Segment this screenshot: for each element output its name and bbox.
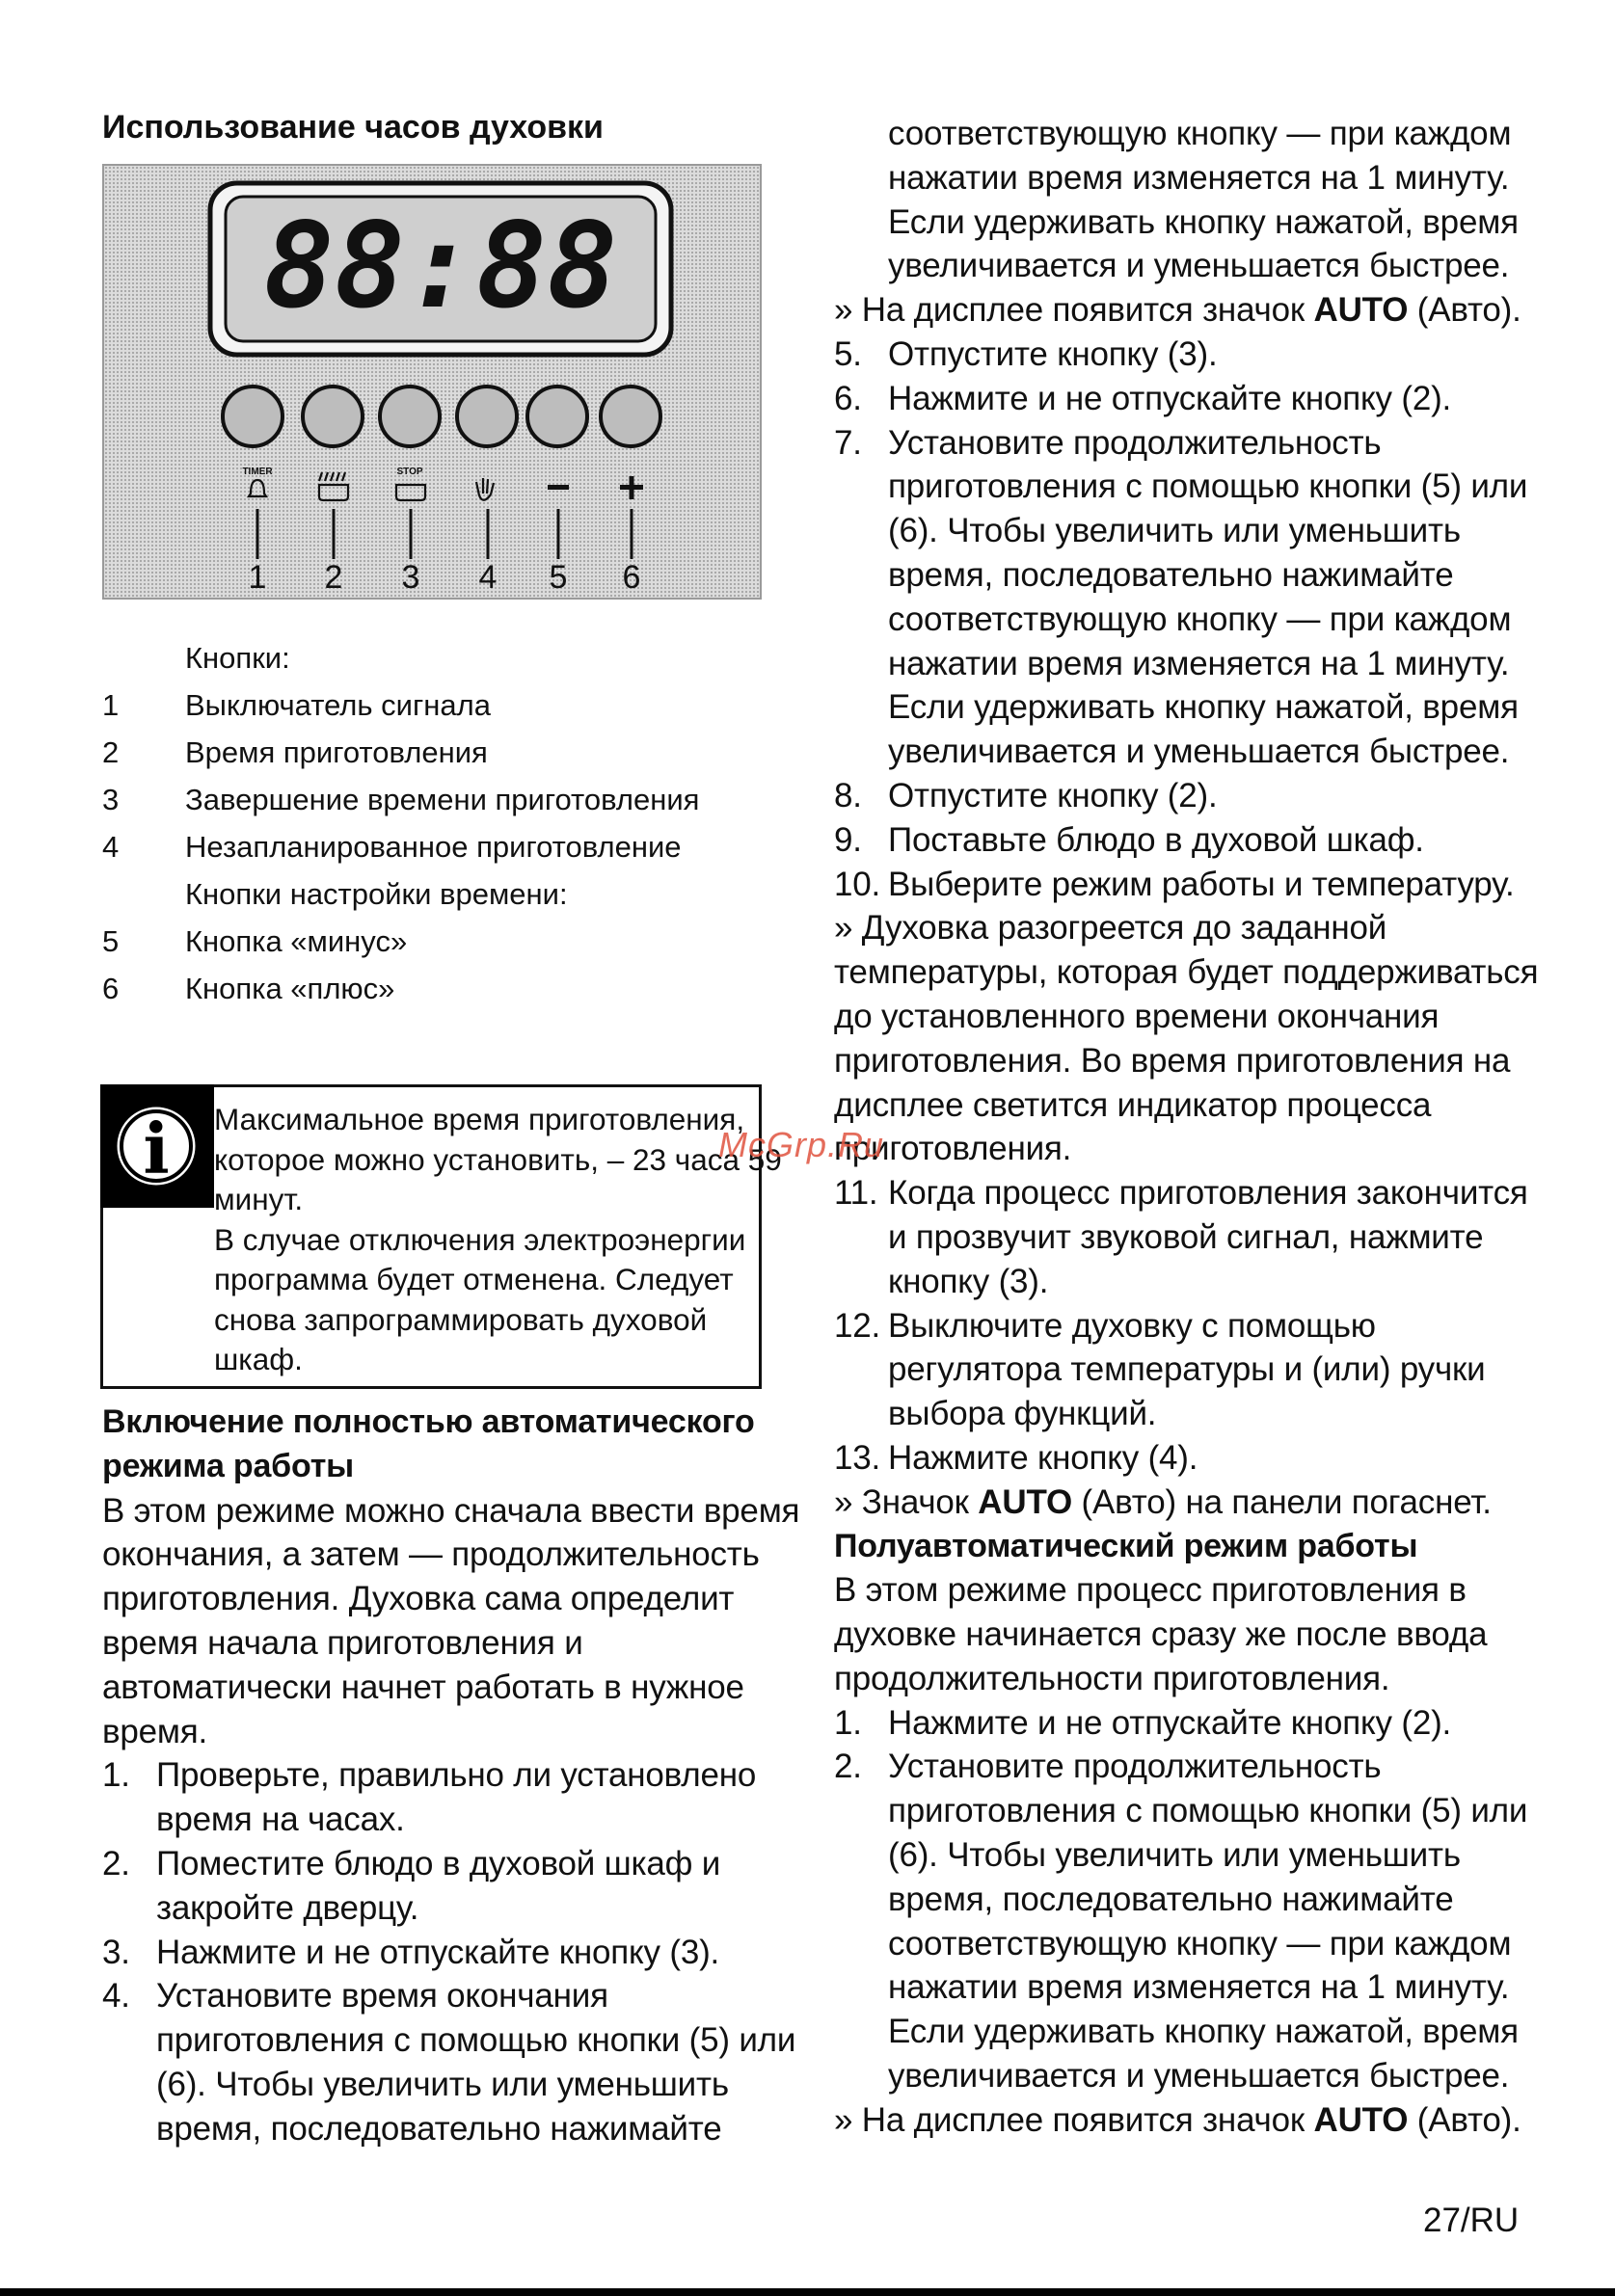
step-item: 9. Поставьте блюдо в духовой шкаф.: [834, 820, 1424, 859]
bottom-rule: [0, 2288, 1615, 2296]
legend-item: 5 Кнопка «минус»: [102, 924, 408, 958]
auto-mode-heading: Включение полностью автоматического: [102, 1403, 755, 1440]
step-item: 6. Нажмите и не отпускайте кнопку (2).: [834, 379, 1452, 417]
step-item: 2. Установите продолжительность приготовления с помощью кнопки (5) или (6). Чтобы увеличить или уменьшить время, последовательно нажимайте соответствующую кнопку — при каждом нажатии время изменяется на 1 минуту. Если удерживать кнопку нажатой, время увеличивается и уменьшается быстрее.: [834, 1748, 1528, 2096]
button-6[interactable]: [601, 387, 660, 446]
step-item: 4. Установите время окончания приготовления с помощью кнопки (5) или (6). Чтобы увеличить или уменьшить время, последовательно нажимайте: [102, 1977, 796, 2148]
stop-label: STOP: [396, 467, 423, 477]
paragraph-line: продолжительности приготовления.: [834, 1659, 1390, 1697]
button-3[interactable]: [380, 387, 440, 446]
info-icon: [100, 1084, 214, 1208]
legend-item: 3 Завершение времени приготовления: [102, 783, 700, 816]
number-label: 6: [622, 559, 641, 596]
auto-mode-heading: режима работы: [102, 1447, 354, 1484]
step-item: 2. Поместите блюдо в духовой шкаф и закройте дверцу.: [102, 1844, 721, 1927]
number-label: 5: [549, 559, 568, 596]
auto-note: » На дисплее появится значок AUTO (Авто).: [834, 291, 1521, 330]
bell-icon: [249, 480, 266, 496]
paragraph-line: время.: [102, 1712, 208, 1750]
step-item: 11. Когда процесс приготовления закончится и прозвучит звуковой сигнал, нажмите кнопку (3).: [834, 1174, 1528, 1300]
legend-subheading: Кнопки настройки времени:: [185, 877, 568, 911]
svg-text:i: i: [143, 1108, 170, 1189]
pot-steam-icon: [319, 472, 348, 500]
watermark: McGrp.Ru: [718, 1125, 885, 1164]
legend-heading: Кнопки:: [185, 641, 290, 675]
button-4[interactable]: [457, 387, 517, 446]
step-item: 7. Установите продолжительность приготовления с помощью кнопки (5) или (6). Чтобы увеличить или уменьшить время, последовательно нажимайте соответствующую кнопку — при каждом нажатии время изменяется на 1 минуту. Если удерживать кнопку нажатой, время увеличивается и уменьшается быстрее.: [834, 423, 1528, 771]
number-label: 3: [401, 559, 420, 596]
paragraph-line: время начала приготовления и: [102, 1623, 583, 1662]
auto-note: » Значок AUTO (Авто) на панели погаснет.: [834, 1482, 1492, 1521]
paragraph-line: В этом режиме процесс приготовления в: [834, 1571, 1467, 1610]
display-digits: 88:88: [263, 198, 618, 334]
plus-icon: [620, 476, 643, 499]
leader-lines: [257, 509, 632, 559]
step-item: 13. Нажмите кнопку (4).: [834, 1438, 1198, 1477]
info-note-text: Максимальное время приготовления, которое можно установить, – 23 часа 59 минут. В случае отключения электроэнергии программа будет отменена. Следует снова запрограммировать духовой шкаф.: [214, 1102, 782, 1376]
page-number: 27/RU: [1423, 2202, 1520, 2239]
number-label: 2: [324, 559, 343, 596]
paragraph-line: окончания, а затем — продолжительность: [102, 1535, 760, 1574]
paragraph-line: В этом режиме можно сначала ввести время: [102, 1491, 800, 1530]
paragraph-line: автоматически начнет работать в нужное: [102, 1668, 744, 1706]
section-title-clock: Использование часов духовки: [102, 109, 604, 146]
legend-item: 2 Время приготовления: [102, 735, 488, 769]
control-panel-drawing: [104, 166, 760, 598]
button-2[interactable]: [303, 387, 363, 446]
button-legend: [102, 634, 777, 1012]
auto-mode-section: [102, 1401, 800, 2151]
minus-icon: [548, 485, 569, 490]
number-label: 4: [478, 559, 498, 596]
timer-label: TIMER: [242, 467, 273, 477]
step-item: 8. Отпустите кнопку (2).: [834, 776, 1218, 814]
auto-note: » На дисплее появится значок AUTO (Авто).: [834, 2100, 1521, 2139]
pot-stop-icon: [396, 485, 425, 500]
step-item: 5. Отпустите кнопку (3).: [834, 334, 1218, 373]
legend-item: 1 Выключатель сигнала: [102, 688, 491, 722]
step-item: 10. Выберите режим работы и температуру.: [834, 865, 1515, 903]
step-item: 1. Проверьте, правильно ли установлено время на часах.: [102, 1756, 757, 1839]
heat-note: » Духовка разогреется до заданной температуры, которая будет поддерживаться до установленного времени окончания приготовления. Во время приготовления на дисплее светится индикатор процесса приготовления.: [834, 909, 1539, 1168]
step-item: 3. Нажмите и не отпускайте кнопку (3).: [102, 1933, 720, 1971]
right-column: [834, 112, 1539, 2143]
button-row: [223, 387, 660, 446]
button-1[interactable]: [223, 387, 283, 446]
legend-item: 6 Кнопка «плюс»: [102, 972, 395, 1005]
step-continuation: соответствующую кнопку — при каждом нажатии время изменяется на 1 минуту. Если удерживать кнопку нажатой, время увеличивается и уменьшается быстрее.: [888, 115, 1519, 285]
hand-icon: [476, 478, 494, 500]
paragraph-line: духовке начинается сразу же после ввода: [834, 1615, 1488, 1654]
step-item: 12. Выключите духовку с помощью регулятора температуры и (или) ручки выбора функций.: [834, 1306, 1486, 1433]
semi-auto-heading: Полуавтоматический режим работы: [834, 1527, 1418, 1564]
paragraph-line: приготовления. Духовка сама определит: [102, 1580, 735, 1618]
control-panel-figure: [102, 164, 762, 600]
number-label: 1: [248, 559, 267, 596]
legend-item: 4 Незапланированное приготовление: [102, 830, 682, 864]
step-item: 1. Нажмите и не отпускайте кнопку (2).: [834, 1703, 1452, 1742]
button-5[interactable]: [527, 387, 587, 446]
